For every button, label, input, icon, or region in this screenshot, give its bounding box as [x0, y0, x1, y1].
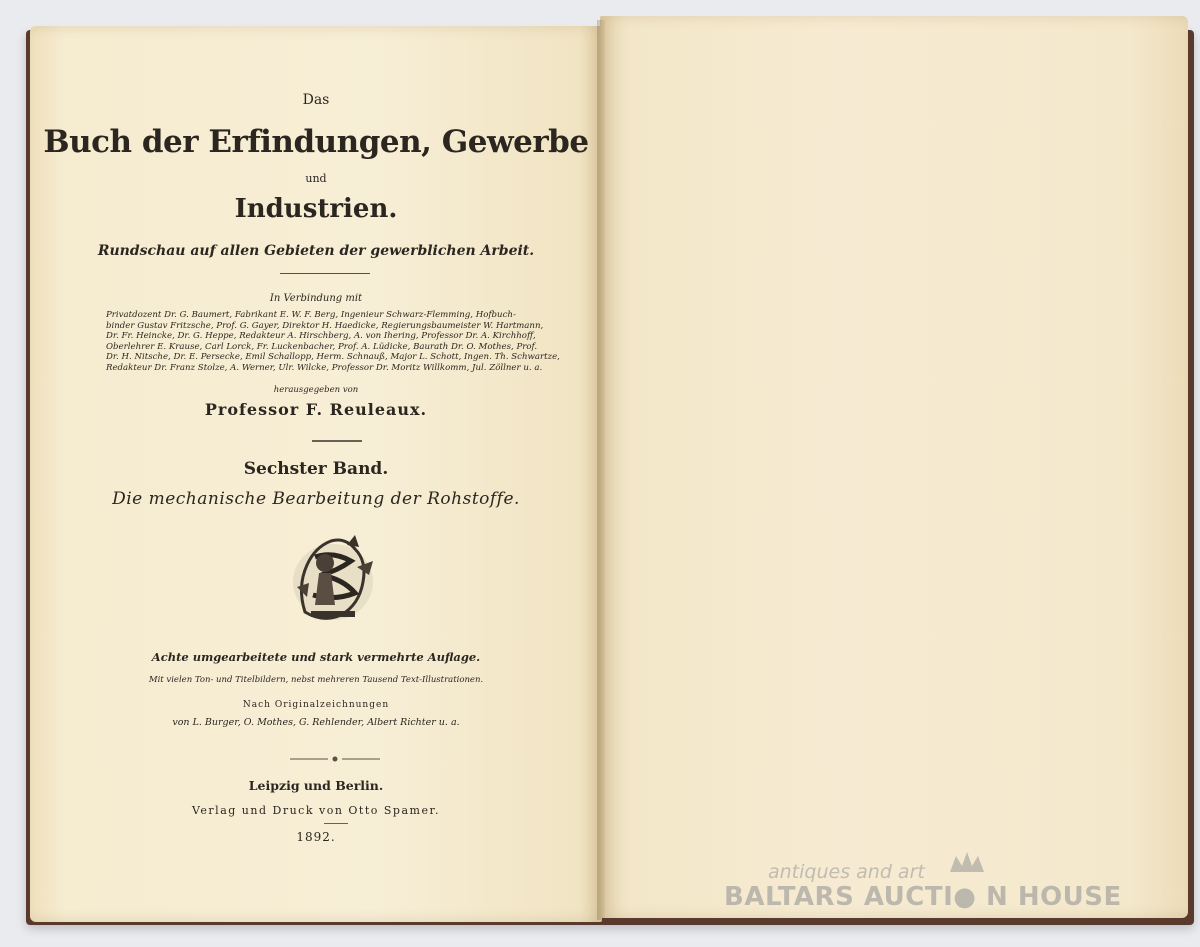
- title-das: Das: [302, 92, 330, 108]
- title-line-2: Industrien.: [234, 194, 398, 224]
- contributor-line: Oberlehrer E. Krause, Carl Lorck, Fr. Luckenbacher, Prof. A. Lüdicke, Baurath Dr. O. Mothes, Prof.: [106, 341, 538, 352]
- publication-year: 1892.: [296, 830, 336, 844]
- in-verbindung-text: In Verbindung mit: [269, 293, 363, 304]
- contributor-line: Redakteur Dr. Franz Stolze, A. Werner, Ulr. Wilcke, Professor Dr. Moritz Willkomm, Jul. Zöllner u. a.: [106, 362, 543, 373]
- contributor-line: binder Gustav Fritzsche, Prof. G. Gayer, Direktor H. Haedicke, Regierungsbaumeister W. Hartmann,: [106, 320, 544, 331]
- illustrations-text: Mit vielen Ton- und Titelbildern, nebst mehreren Tausend Text-Illustrationen.: [148, 675, 484, 685]
- contributors-list: [106, 310, 576, 374]
- volume-title: Die mechanische Bearbeitung der Rohstoffe.: [112, 489, 520, 509]
- publication-place: Leipzig und Berlin.: [248, 778, 384, 793]
- right-page-blank: [600, 16, 1188, 918]
- divider-rule: [280, 273, 370, 274]
- nach-original-text: Nach Originalzeichnungen: [242, 700, 390, 710]
- publisher-emblem-image: [285, 527, 381, 627]
- volume-number: Sechster Band.: [243, 459, 389, 479]
- edition-text: Achte umgearbeitete und stark vermehrte Auflage.: [151, 650, 481, 664]
- publisher-text: Verlag und Druck von Otto Spamer.: [191, 804, 441, 817]
- ornament-divider: [290, 756, 380, 762]
- title-line-1: Buch der Erfindungen, Gewerbe: [43, 124, 589, 160]
- contributor-line: Privatdozent Dr. G. Baumert, Fabrikant E. W. F. Berg, Ingenieur Schwarz-Flemming, Hofbuch-: [106, 310, 516, 320]
- watermark-tagline: antiques and art: [768, 861, 925, 883]
- divider-rule: [324, 823, 348, 824]
- watermark-brand: BALTARS AUCTI● N HOUSE: [724, 882, 1122, 912]
- illustrators-text: von L. Burger, O. Mothes, G. Rehlender, Albert Richter u. a.: [172, 717, 460, 728]
- divider-rule: [312, 440, 362, 442]
- editor-name: Professor F. Reuleaux.: [204, 400, 428, 419]
- title-und: und: [305, 172, 327, 185]
- subtitle: Rundschau auf allen Gebieten der gewerblichen Arbeit.: [97, 243, 535, 259]
- contributor-line: Dr. H. Nitsche, Dr. E. Persecke, Emil Schallopp, Herm. Schnauß, Major L. Schott, Ingen. Th. Schwartze,: [106, 352, 560, 363]
- contributor-line: Dr. Fr. Heincke, Dr. G. Heppe, Redakteur A. Hirschberg, A. von Ihering, Professor Dr. A. Kirchhoff,: [106, 331, 536, 342]
- herausgegeben-text: herausgegeben von: [273, 385, 359, 395]
